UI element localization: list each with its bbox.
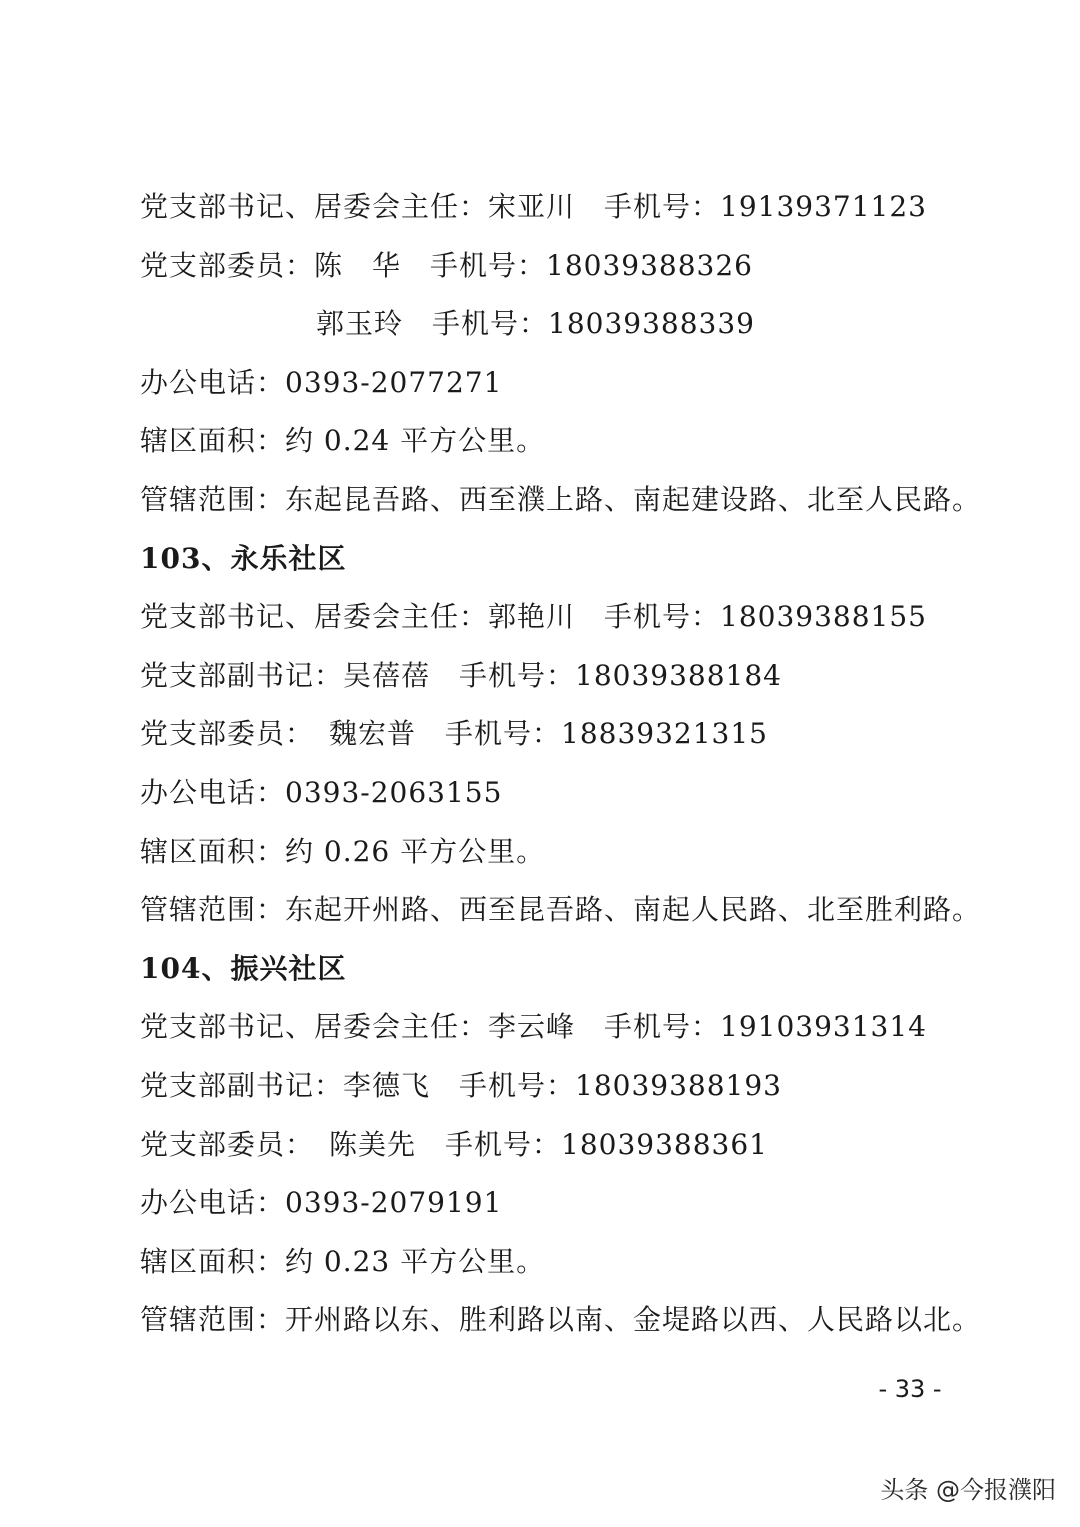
section-heading-zhenxing: 104、振兴社区 [140,951,347,985]
line-office-phone: 办公电话：0393-2077271 [140,365,503,399]
line-committee-member-2: 郭玉玲 手机号：18039388339 [316,307,755,341]
page-number: - 33 - [878,1375,942,1403]
line-secretary-director: 党支部书记、居委会主任：李云峰 手机号：19103931314 [140,1010,927,1044]
line-office-phone: 办公电话：0393-2079191 [140,1186,503,1220]
line-jurisdiction: 管辖范围：开州路以东、胜利路以南、金堤路以西、人民路以北。 [140,1303,982,1337]
line-secretary-director: 党支部书记、居委会主任：郭艳川 手机号：18039388155 [140,600,927,634]
line-area: 辖区面积：约 0.26 平方公里。 [140,834,546,868]
line-jurisdiction: 管辖范围：东起昆吾路、西至濮上路、南起建设路、北至人民路。 [140,482,982,516]
line-jurisdiction: 管辖范围：东起开州路、西至昆吾路、南起人民路、北至胜利路。 [140,893,982,927]
line-committee-member: 党支部委员： 魏宏普 手机号：18839321315 [140,717,768,751]
line-deputy-secretary: 党支部副书记：吴蓓蓓 手机号：18039388184 [140,658,782,692]
line-committee-member: 党支部委员： 陈美先 手机号：18039388361 [140,1127,768,1161]
section-heading-yongle: 103、永乐社区 [140,541,347,575]
source-watermark: 头条 @今报濮阳 [880,1476,1056,1504]
line-area: 辖区面积：约 0.23 平方公里。 [140,1244,546,1278]
line-area: 辖区面积：约 0.24 平方公里。 [140,424,546,458]
line-secretary-director: 党支部书记、居委会主任：宋亚川 手机号：19139371123 [140,190,927,223]
line-deputy-secretary: 党支部副书记：李德飞 手机号：18039388193 [140,1068,782,1102]
document-body [140,178,980,1350]
line-office-phone: 办公电话：0393-2063155 [140,775,503,809]
line-committee-member: 党支部委员：陈 华 手机号：18039388326 [140,248,753,282]
